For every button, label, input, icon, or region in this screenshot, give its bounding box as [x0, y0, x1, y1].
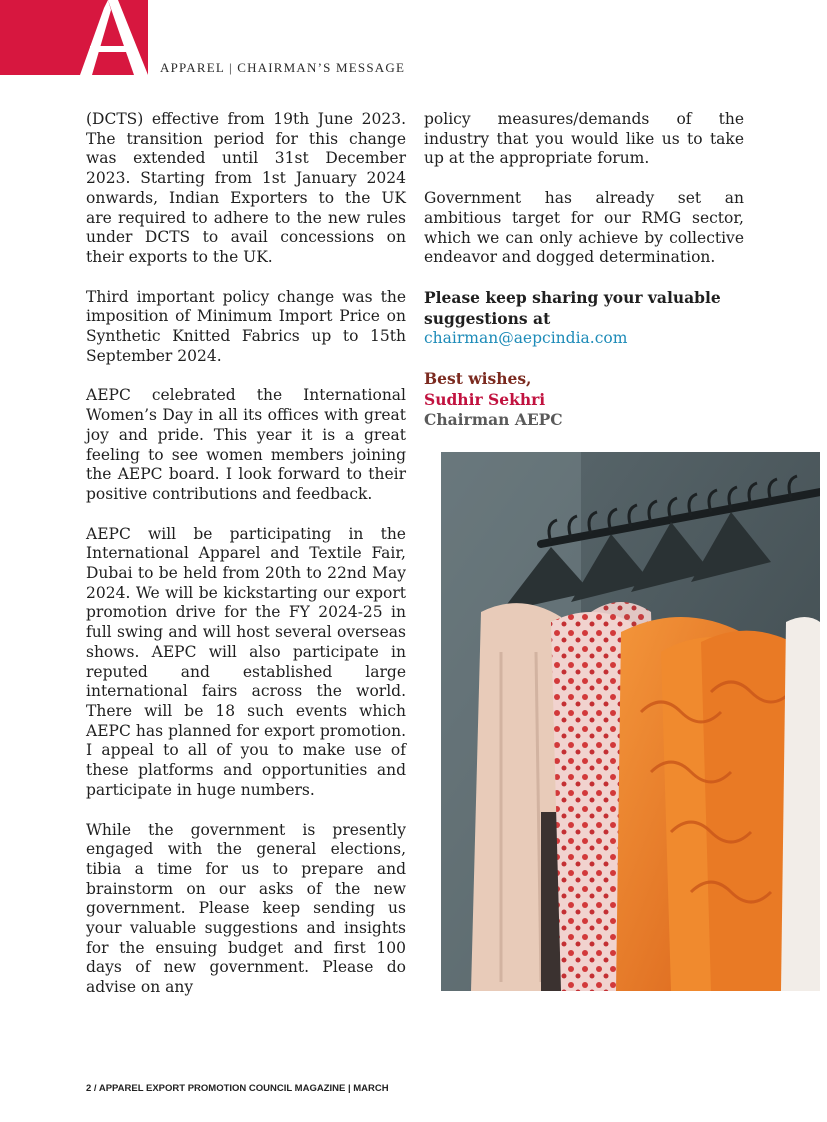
- cta-text: Please keep sharing your valuable suggestions at: [424, 287, 721, 328]
- signoff-title: Chairman AEPC: [424, 410, 563, 430]
- chairman-email-link[interactable]: chairman@aepcindia.com: [424, 329, 628, 348]
- clothing-rack-photo: [441, 452, 820, 991]
- body-paragraph: AEPC will be participating in the International Apparel and Textile Fair, Dubai to be held from 20th to 22nd May 2024. We will be kickstarting our export promotion drive for the FY 2024-25 in full swing and will host several overseas shows. AEPC will also participate in reputed and established large international fairs across the world. There will be 18 such events which AEPC has planned for export promotion. I appeal to all of you to make use of these platforms and opportunities and participate in huge numbers.: [86, 524, 406, 799]
- body-paragraph: While the government is presently engaged with the general elections, tibia a time for us to prepare and brainstorm on our asks of the new government. Please keep sending us your valuable suggestions and insights for the ensuing budget and first 100 days of new government. Please do advise on any: [86, 820, 406, 997]
- body-paragraph: AEPC celebrated the International Women’s Day in all its offices with great joy and pride. This year it is a great feeling to see women members joining the AEPC board. I look forward to their positive contributions and feedback.: [86, 386, 406, 503]
- section-label: APPAREL | CHAIRMAN’S MESSAGE: [160, 60, 406, 75]
- cta-block: [424, 288, 744, 349]
- page-footer: 2 / APPAREL EXPORT PROMOTION COUNCIL MAGAZINE | MARCH: [86, 1083, 389, 1094]
- body-paragraph: Third important policy change was the imposition of Minimum Import Price on Synthetic Knitted Fabrics up to 15th September 2024.: [86, 287, 406, 365]
- signoff-wishes: Best wishes,: [424, 369, 532, 389]
- aepc-logo: [0, 0, 148, 75]
- body-paragraph: policy measures/demands of the industry that you would like us to take up at the appropriate forum.: [424, 110, 744, 168]
- right-column: [424, 110, 744, 451]
- left-column: [86, 110, 406, 1018]
- signoff-block: [424, 369, 744, 431]
- signoff-name: Sudhir Sekhri: [424, 389, 546, 409]
- body-paragraph: Government has already set an ambitious target for our RMG sector, which we can only achieve by collective endeavor and dogged determination.: [424, 189, 744, 267]
- body-paragraph: (DCTS) effective from 19th June 2023. The transition period for this change was extended until 31st December 2023. Starting from 1st January 2024 onwards, Indian Exporters to the UK are required to adhere to the new rules under DCTS to avail concessions on their exports to the UK.: [86, 110, 406, 266]
